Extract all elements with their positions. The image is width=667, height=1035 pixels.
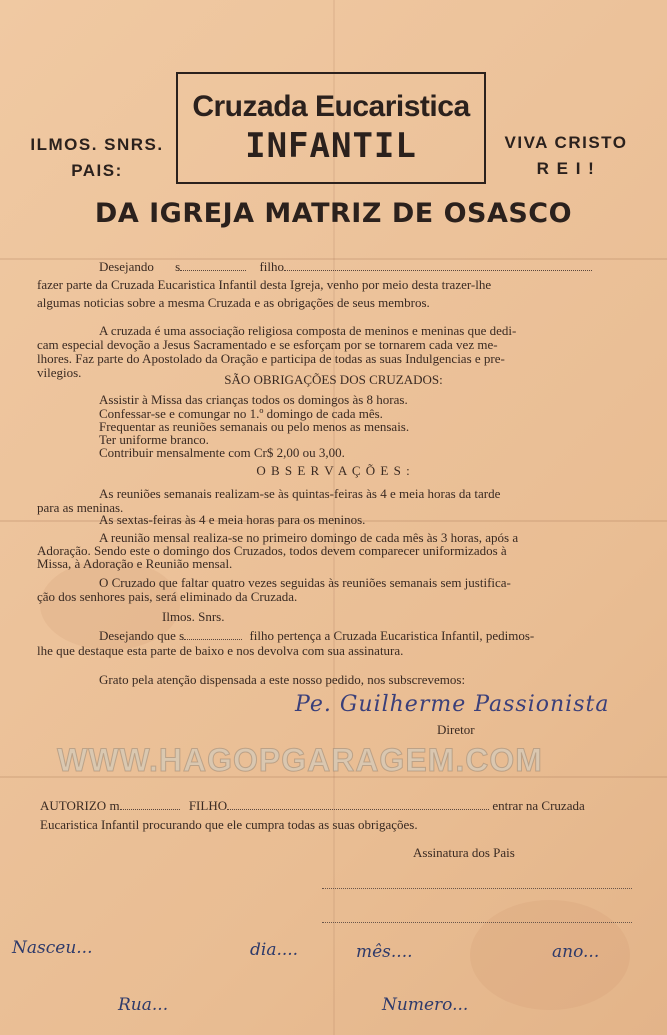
- director-signature: Pe. Guilherme Passionista: [295, 692, 610, 717]
- parents-signature-label: Assinatura dos Pais: [413, 845, 515, 860]
- authorization-line2: Eucaristica Infantil procurando que ele cumpra todas as suas obrigações.: [40, 817, 418, 832]
- intro-line2: fazer parte da Cruzada Eucaristica Infantil desta Igreja, venho por meio desta trazer-lhe: [37, 277, 492, 292]
- obligation-item: Frequentar as reuniões semanais ou pelo menos as mensais.: [99, 419, 410, 434]
- request-line2: lhe que destaque esta parte de baixo e nos devolva com sua assinatura.: [37, 643, 404, 658]
- blank-field: [184, 639, 242, 640]
- blank-field: [180, 270, 246, 271]
- title-box: [176, 72, 486, 184]
- obligation-item: Contribuir mensalmente com Cr$ 2,00 ou 3,00.: [99, 445, 345, 460]
- request-line1: Desejando que s filho pertença a Cruzada Eucaristica Infantil, pedimos-: [99, 628, 535, 643]
- observation-line: O Cruzado que faltar quatro vezes seguidas às reuniões semanais sem justifica-: [99, 575, 511, 590]
- observation-line: para as meninas.: [37, 500, 124, 515]
- intro-line1: Desejando s filho: [99, 259, 592, 274]
- handwritten-mes: mês....: [356, 942, 413, 962]
- handwritten-rua: Rua...: [118, 995, 169, 1015]
- obligation-item: Assistir à Missa das crianças todos os domingos às 8 horas.: [99, 392, 408, 407]
- para1-line: cam especial devoção a Jesus Sacramentado e se esforçam por se tornarem cada vez me-: [37, 337, 498, 352]
- obligation-item: Confessar-se e comungar no 1.º domingo de cada mês.: [99, 406, 383, 421]
- observation-line: Missa, à Adoração e Reunião mensal.: [37, 556, 233, 571]
- observation-line: ção dos senhores pais, será eliminado da Cruzada.: [37, 589, 298, 604]
- header-right-greeting: VIVA CRISTO R E I !: [504, 133, 628, 178]
- para1-line: vilegios.: [37, 365, 82, 380]
- handwritten-dia: dia....: [250, 940, 299, 960]
- watermark: WWW.HAGOPGARAGEM.COM: [57, 742, 543, 778]
- blank-field: [120, 809, 180, 810]
- observations-heading: O B S E R V A Ç Õ E S :: [256, 463, 411, 478]
- header-left-greeting: ILMOS. SNRS. PAIS:: [30, 135, 164, 180]
- director-label: Diretor: [437, 722, 475, 737]
- paper-stain: [470, 900, 630, 1010]
- observation-line: Adoração. Sendo este o domingo dos Cruzados, todos devem comparecer uniformizados à: [37, 543, 507, 558]
- title-line1: Cruzada Eucaristica: [192, 90, 470, 123]
- handwritten-nasceu: Nasceu...: [12, 938, 93, 958]
- observation-line: As reuniões semanais realizam-se às quintas-feiras às 4 e meia horas da tarde: [99, 486, 501, 501]
- para1-line: lhores. Faz parte do Apostolado da Oração e participa de todas as suas Indulgencias e pre-: [37, 351, 505, 366]
- request-closing: Grato pela atenção dispensada a este nosso pedido, nos subscrevemos:: [99, 672, 466, 687]
- obligation-item: Ter uniforme branco.: [99, 432, 209, 447]
- intro-line3: algumas noticias sobre a mesma Cruzada e as obrigações de seus membros.: [37, 295, 430, 310]
- obligations-heading: SÃO OBRIGAÇÕES DOS CRUZADOS:: [224, 372, 443, 387]
- signature-line: [322, 888, 632, 889]
- blank-field: [284, 270, 592, 271]
- church-title: DA IGREJA MATRIZ DE OSASCO: [94, 198, 573, 229]
- title-line2: INFANTIL: [245, 126, 417, 166]
- blank-field: [227, 809, 489, 810]
- signature-line: [322, 922, 632, 923]
- handwritten-numero: Numero...: [382, 995, 469, 1015]
- para1-line: A cruzada é uma associação religiosa composta de meninos e meninas que dedi-: [99, 323, 517, 338]
- request-salutation: Ilmos. Snrs.: [162, 609, 225, 624]
- handwritten-ano: ano...: [552, 942, 600, 962]
- authorization-line1: AUTORIZO m FILHO entrar na Cruzada: [40, 798, 585, 813]
- observation-line: As sextas-feiras às 4 e meia horas para os meninos.: [99, 512, 366, 527]
- observation-line: A reunião mensal realiza-se no primeiro domingo de cada mês às 3 horas, após a: [99, 530, 519, 545]
